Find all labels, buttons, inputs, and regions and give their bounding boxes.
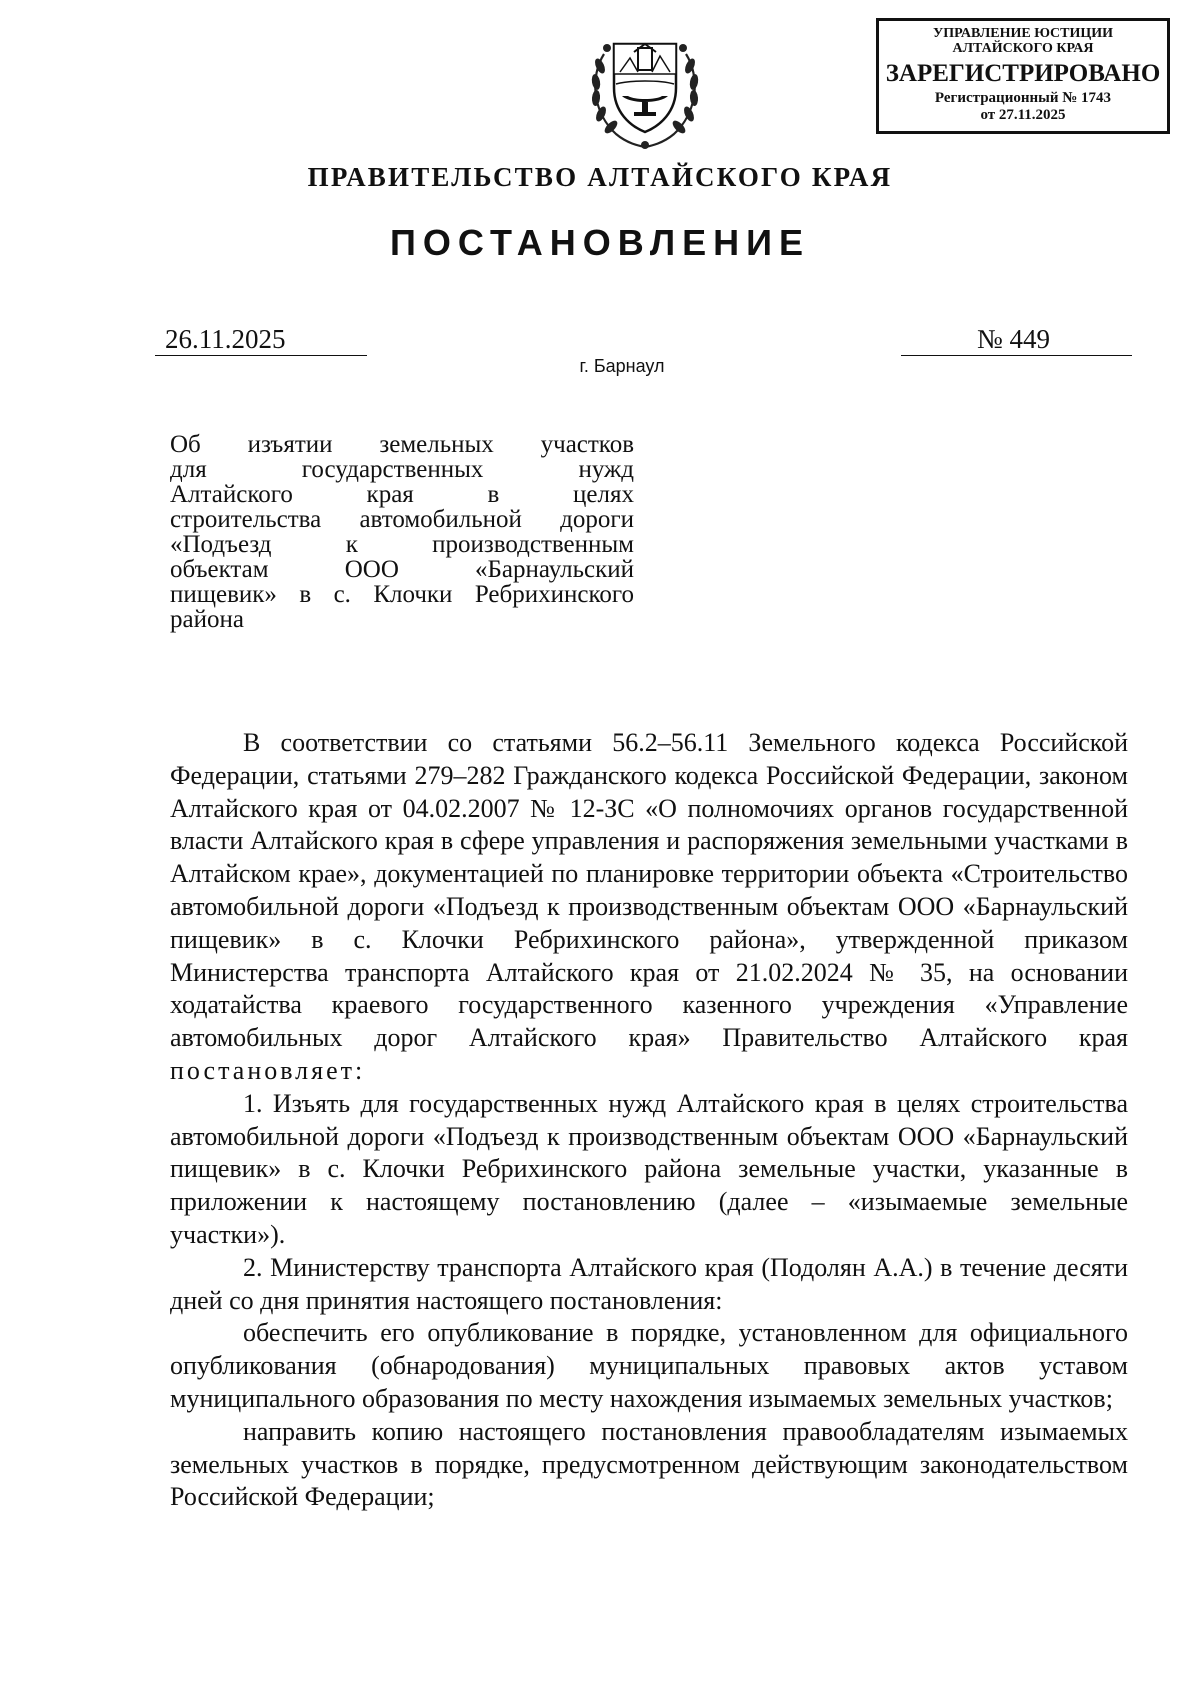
- title-line: объектам ООО «Барнаульский: [170, 556, 634, 583]
- item-2-paragraph: 2. Министерству транспорта Алтайского края (Подолян А.А.) в течение десяти дней со дня принятия настоящего постановления:: [170, 1252, 1128, 1315]
- title-line: «Подъезд к производственным: [170, 531, 634, 558]
- title-line: Алтайского края в целях: [170, 481, 634, 508]
- title-line: для государственных нужд: [170, 456, 634, 483]
- resolves-word: постановляет:: [170, 1055, 366, 1085]
- document-title: [170, 432, 634, 632]
- stamp-status: ЗАРЕГИСТРИРОВАНО: [885, 60, 1161, 87]
- preamble-text: В соответствии со статьями 56.2–56.11 Земельного кодекса Российской Федерации, статьями 279–282 Гражданского кодекса Российской Федерации, законом Алтайского края от 04.02.2007 № 12-ЗС «О полномочиях органов государственной власти Алтайского края в сфере управления и распоряжения земельными участками в Алтайском крае», документацией по планировке территории объекта «Строительство автомобильной дороги «Подъезд к производственным объектам ООО «Барнаульский пищевик» в с. Клочки Ребрихинского района», утвержденной приказом Министерства транспорта Алтайского края от 21.02.2024 № 35, на основании ходатайства краевого государственного казенного учреждения «Управление автомобильных дорог Алтайского края» Правительство Алтайского края: [170, 728, 1128, 1053]
- stamp-reg-number: Регистрационный № 1743: [934, 90, 1112, 106]
- stamp-authority: УПРАВЛЕНИЕ ЮСТИЦИИ АЛТАЙСКОГО КРАЯ: [933, 26, 1113, 56]
- registration-stamp: [876, 18, 1170, 134]
- document-number: № 449: [901, 323, 1132, 356]
- document-body: [170, 727, 1128, 1514]
- item-2a-paragraph: обеспечить его опубликование в порядке, установленном для официального опубликования (обнародования) муниципальных правовых актов уставом муниципального образования по месту нахождения изымаемых земельных участков;: [170, 1318, 1128, 1413]
- stamp-reg-date: от 27.11.2025: [980, 107, 1066, 123]
- item-2b-paragraph: направить копию настоящего постановления правообладателям изымаемых земельных участков в порядке, предусмотренном действующим законодательством Российской Федерации;: [170, 1416, 1128, 1512]
- document-city: г. Барнаул: [579, 356, 665, 376]
- document-date: 26.11.2025: [155, 323, 367, 356]
- coat-of-arms-emblem: [586, 26, 704, 150]
- preamble-paragraph: [170, 727, 1128, 1088]
- government-name: ПРАВИТЕЛЬСТВО АЛТАЙСКОГО КРАЯ: [307, 162, 893, 192]
- title-line: Об изъятии земельных участков: [170, 431, 634, 458]
- title-line: района: [170, 606, 244, 633]
- document-type: ПОСТАНОВЛЕНИЕ: [390, 222, 810, 263]
- title-line: строительства автомобильной дороги: [170, 506, 634, 533]
- item-1-paragraph: 1. Изъять для государственных нужд Алтайского края в целях строительства автомобильной дороги «Подъезд к производственным объектам ООО «Барнаульский пищевик» в с. Клочки Ребрихинского района земельные участки, указанные в приложении к настоящему постановлению (далее – «изымаемые земельные участки»).: [170, 1088, 1128, 1249]
- title-line: пищевик» в с. Клочки Ребрихинского: [170, 581, 634, 608]
